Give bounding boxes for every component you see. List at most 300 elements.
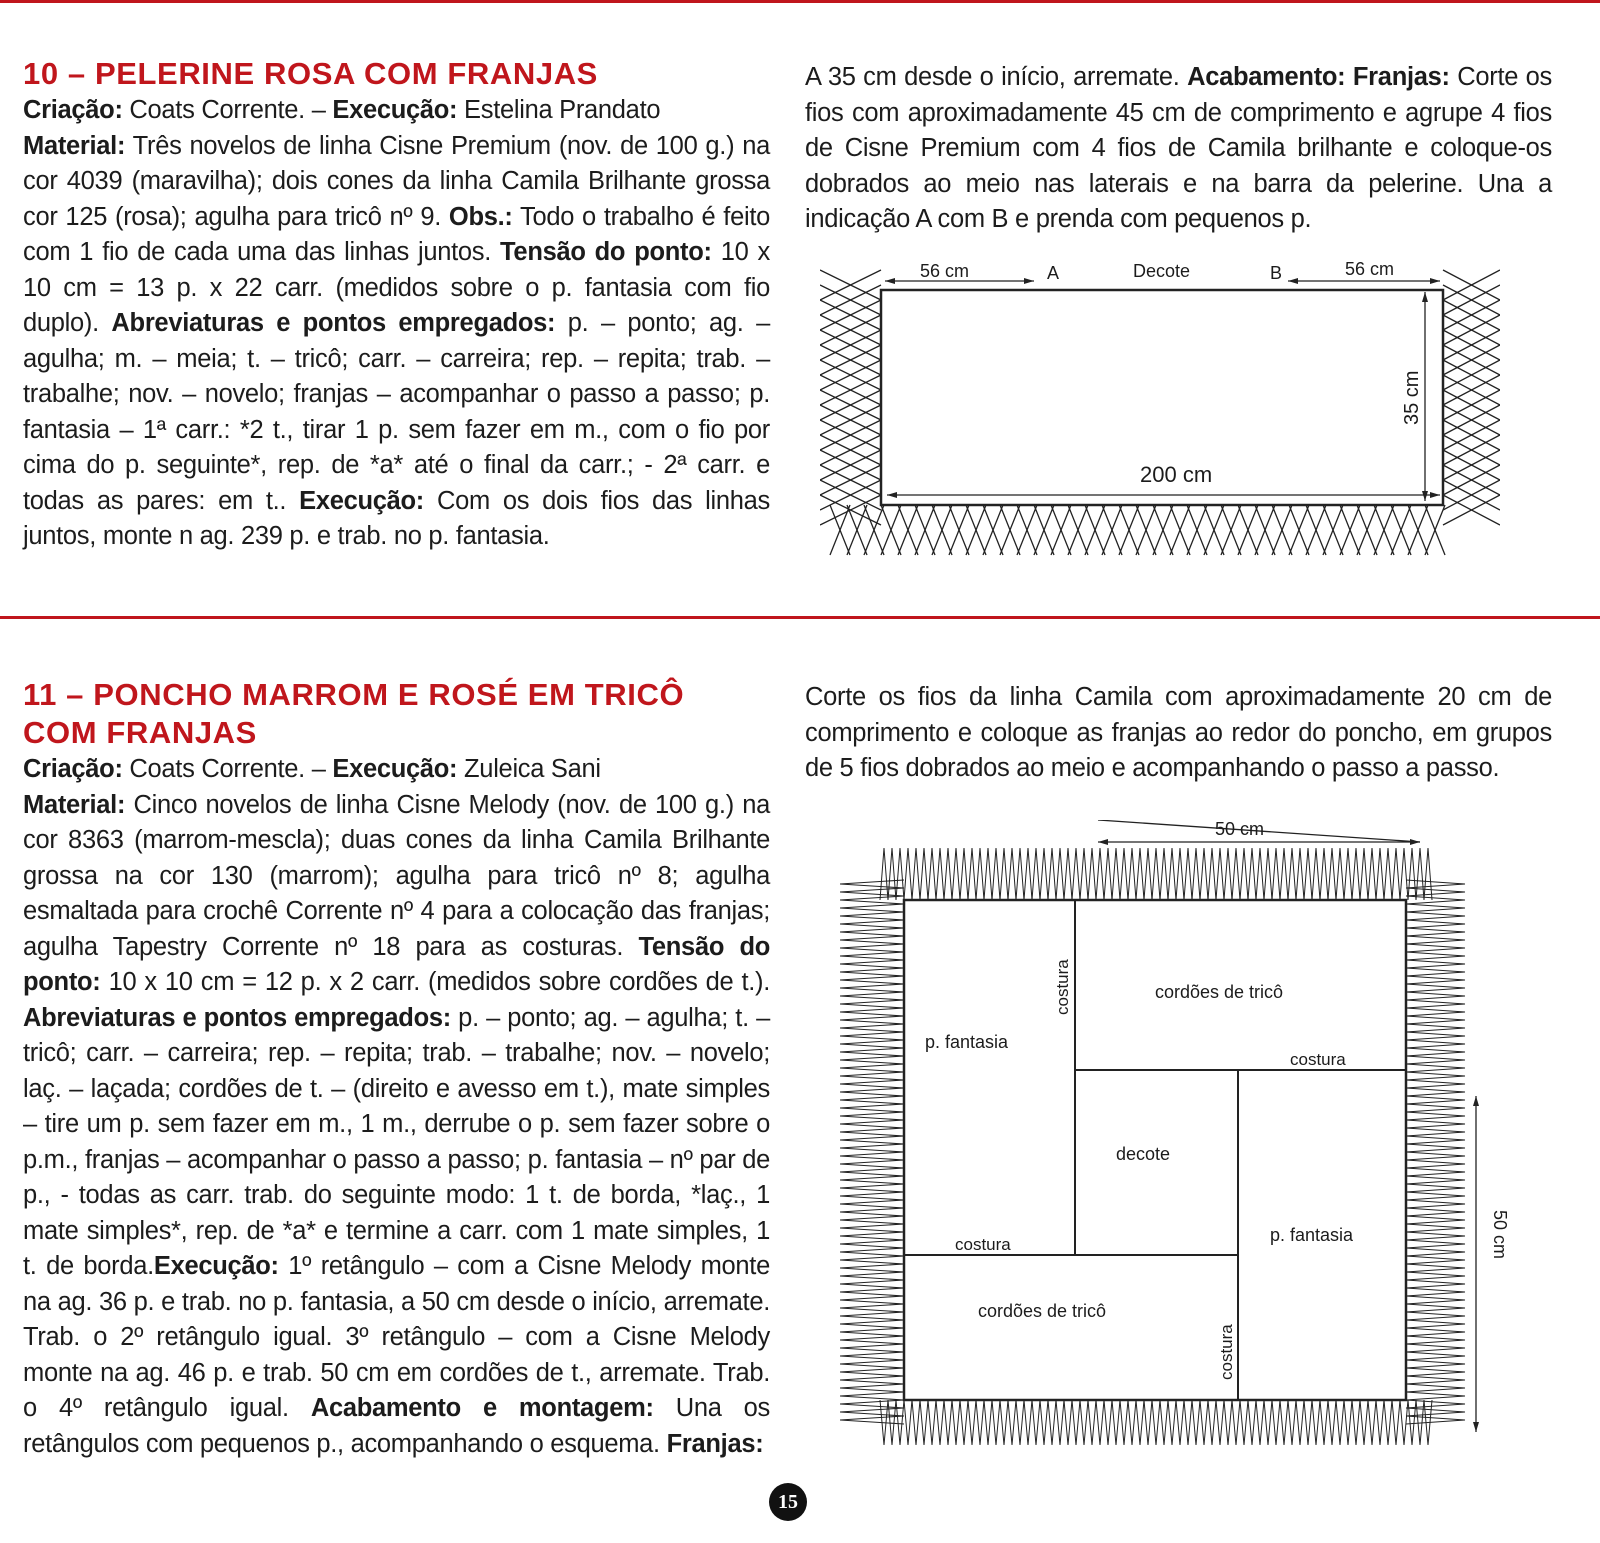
fringe-strand [840, 1016, 904, 1020]
fringe-strand [1176, 848, 1180, 900]
fringe-strand [1406, 1316, 1465, 1320]
fringe-strand [980, 848, 984, 900]
fringe-strand [1084, 1400, 1088, 1445]
fringe-strand [1060, 1400, 1064, 1445]
fringe-strand [1406, 892, 1465, 896]
fringe-strand [972, 1400, 976, 1445]
fringe-strand [1336, 1400, 1340, 1445]
fringe-strand [840, 1088, 904, 1092]
fringe-strand [840, 1024, 904, 1028]
fringe-strand [1406, 1124, 1465, 1128]
fringe-strand [1056, 1400, 1060, 1445]
fringe-strand [840, 1352, 904, 1356]
fringe-strand [1012, 848, 1016, 900]
fringe-strand [1288, 1400, 1292, 1445]
fringe-strand [1406, 1024, 1465, 1028]
fringe-strand [1416, 848, 1420, 900]
fringe-strand [1004, 1400, 1008, 1445]
fringe-strand [1336, 848, 1340, 900]
fringe-strand [920, 848, 924, 900]
fringe-strand [1406, 1360, 1465, 1364]
fringe-strand [1312, 1400, 1316, 1445]
seam-label: costura [955, 1235, 1011, 1254]
fringe-strand [840, 988, 904, 992]
fringe-strand [840, 1404, 904, 1408]
fringe-strand [1406, 1248, 1465, 1252]
fringe-strand [1406, 988, 1465, 992]
seam-label: costura [1217, 1324, 1236, 1380]
fringe-strand [1376, 848, 1380, 900]
fringe-strand [1406, 1064, 1465, 1068]
fringe-strand [1406, 932, 1465, 936]
fringe-strand [1108, 848, 1112, 900]
fringe-strand [1368, 848, 1372, 900]
fringe-strand [924, 1400, 928, 1445]
fringe-strand [840, 1092, 904, 1096]
fringe-strand [1328, 1400, 1332, 1445]
fringe-strand [840, 948, 904, 952]
bold-term: Execução: [153, 1252, 279, 1280]
fringe-strand [1406, 956, 1465, 960]
fringe-strand [1188, 1400, 1192, 1445]
fringe-strand [840, 1296, 904, 1300]
fringe-strand [960, 848, 964, 900]
fringe-strand [840, 1132, 904, 1136]
fringe-strand [1406, 992, 1465, 996]
fringe-strand [1284, 1400, 1288, 1445]
fringe-strand [1236, 1400, 1240, 1445]
fringe-strand [840, 1328, 904, 1332]
fringe-strand [1192, 848, 1196, 900]
fringe-strand [952, 1400, 956, 1445]
fringe-strand [1360, 1400, 1364, 1445]
fringe-strand [840, 940, 904, 944]
fringe-strand [1068, 1400, 1072, 1445]
fringe-strand [1406, 1036, 1465, 1040]
fringe-strand [1406, 1376, 1465, 1380]
fringe-strand [1320, 1400, 1324, 1445]
fringe-strand [1220, 848, 1224, 900]
fringe-strand [840, 1096, 904, 1100]
fringe-strand [840, 904, 904, 908]
fringe-strand [972, 848, 976, 900]
fringe-strand [980, 1400, 984, 1445]
fringe-strand [996, 1400, 1000, 1445]
fringe-strand [1260, 848, 1264, 900]
fringe-strand [1324, 848, 1328, 900]
fringe-strand [840, 984, 904, 988]
arrowhead [1473, 1096, 1479, 1106]
fringe-strand [1112, 848, 1116, 900]
fringe-strand [1000, 1400, 1004, 1445]
fringe-strand [1120, 1400, 1124, 1445]
fringe-strand [840, 1224, 904, 1228]
fringe-strand [840, 1040, 904, 1044]
fringe-strand [1332, 1400, 1336, 1445]
fringe-strand [1388, 1400, 1392, 1445]
fringe-strand [932, 1400, 936, 1445]
fringe-strand [1324, 1400, 1328, 1445]
fringe-strand [1032, 1400, 1036, 1445]
fringe-strand [840, 1196, 904, 1200]
fringe-strand [1406, 1192, 1465, 1196]
fringe-strand [840, 952, 904, 956]
fringe-strand [840, 968, 904, 972]
text-run: 1º retângulo – com a Cisne Melody monte na ag. 36 p. e trab. no p. fantasia, a 50 cm desde o início, arremate. Trab. o 2º retângulo igual. 3º retângulo – com a Cisne Melody monte na ag. 46 p. e trab. 50 cm em cordões de t., arremate. Trab. o 4º retângulo igual. [23, 1252, 770, 1422]
section11-text [23, 676, 770, 1462]
fringe-strand [1406, 1116, 1465, 1120]
fringe-strand [1406, 1032, 1465, 1036]
fringe-strand [1268, 1400, 1272, 1445]
fringe-strand [1088, 1400, 1092, 1445]
fringe-strand [1406, 1364, 1465, 1368]
fringe-strand [1406, 1004, 1465, 1008]
fringe-strand [1406, 1140, 1465, 1144]
seam-label: costura [1053, 959, 1072, 1015]
fringe-strand [840, 1020, 904, 1024]
fringe-strand [840, 1264, 904, 1268]
fringe-strand [840, 1288, 904, 1292]
fringe-strand [840, 1252, 904, 1256]
fringe-strand [1024, 1400, 1028, 1445]
fringe-strand [840, 1080, 904, 1084]
fringe-strand [1028, 848, 1032, 900]
fringe-strand [840, 1232, 904, 1236]
fringe-strand [840, 944, 904, 948]
fringe-strand [1406, 1152, 1465, 1156]
fringe-strand [840, 1192, 904, 1196]
fringe-strand [1406, 900, 1465, 904]
fringe-strand [840, 1376, 904, 1380]
fringe-strand [1264, 1400, 1268, 1445]
fringe-strand [1406, 1072, 1465, 1076]
fringe-strand [1008, 848, 1012, 900]
fringe-strand [840, 1396, 904, 1400]
fringe-strand [1216, 848, 1220, 900]
fringe-strand [1088, 848, 1092, 900]
fringe-strand [1406, 1356, 1465, 1360]
fringe-strand [940, 848, 944, 900]
fringe-strand [840, 888, 904, 892]
fringe-strand [840, 1060, 904, 1064]
bold-term: Material: [23, 131, 126, 160]
fringe-strand [1406, 1156, 1465, 1160]
fringe-strand [840, 1364, 904, 1368]
fringe-strand [1268, 848, 1272, 900]
fringe-strand [1406, 1168, 1465, 1172]
fringe-strand [1406, 1296, 1465, 1300]
fringe-strand [1128, 1400, 1132, 1445]
fringe-strand [928, 848, 932, 900]
fringe-strand [1056, 848, 1060, 900]
fringe-strand [988, 848, 992, 900]
fringe-strand [840, 1084, 904, 1088]
fringe-strand [880, 848, 884, 900]
fringe-strand [1424, 848, 1428, 900]
fringe-strand [1406, 1188, 1465, 1192]
page-number: 15 [769, 1483, 807, 1521]
fringe-strand [1406, 1352, 1465, 1356]
fringe-strand [1368, 1400, 1372, 1445]
fringe-strand [1406, 1308, 1465, 1312]
fringe-strand [1406, 1336, 1465, 1340]
fringe-strand [1044, 1400, 1048, 1445]
fringe-strand [992, 848, 996, 900]
fringe-strand [1240, 848, 1244, 900]
fringe-strand [840, 1124, 904, 1128]
fringe-strand [1406, 924, 1465, 928]
fringe-strand [840, 1320, 904, 1324]
seam-label: costura [1290, 1050, 1346, 1069]
fringe-strand [976, 1400, 980, 1445]
fringe-strand [1406, 1144, 1465, 1148]
fringe-strand [1396, 848, 1400, 900]
fringe-strand [1104, 1400, 1108, 1445]
fringe-strand [840, 1028, 904, 1032]
fringe-strand [840, 1100, 904, 1104]
fringe-strand [1124, 848, 1128, 900]
fringe-strand [1272, 848, 1276, 900]
fringe-strand [1406, 952, 1465, 956]
fringe-strand [992, 1400, 996, 1445]
fringe-strand [1188, 848, 1192, 900]
fringe-strand [1406, 1164, 1465, 1168]
fringe-strand [1406, 1332, 1465, 1336]
fringe-strand [1406, 1304, 1465, 1308]
fringe-strand [1406, 1208, 1465, 1212]
fringe-strand [1406, 1300, 1465, 1304]
fringe-strand [1172, 1400, 1176, 1445]
bold-term: Tensão do ponto: [500, 238, 712, 266]
fringe-strand [1212, 848, 1216, 900]
fringe-strand [1406, 1012, 1465, 1016]
fringe-strand [1406, 1228, 1465, 1232]
fringe-strand [1406, 1048, 1465, 1052]
fringe-strand [912, 1400, 916, 1445]
fringe-strand [840, 1064, 904, 1068]
fringe-strand [1132, 848, 1136, 900]
fringe-strand [1152, 848, 1156, 900]
credit-value: Zuleica Sani [457, 755, 601, 783]
fringe-strand [976, 848, 980, 900]
fringe-strand [1148, 848, 1152, 900]
fringe-strand [1020, 1400, 1024, 1445]
fringe-strand [1406, 1136, 1465, 1140]
fringe-strand [900, 848, 904, 900]
fringe-strand [1012, 1400, 1016, 1445]
fringe-strand [964, 848, 968, 900]
bold-term: Abreviaturas e pontos empregados: [111, 309, 556, 337]
fringe-strand [1406, 1264, 1465, 1268]
fringe-strand [948, 848, 952, 900]
section-divider [0, 616, 1600, 619]
fringe-strand [1200, 848, 1204, 900]
fringe-strand [1380, 1400, 1384, 1445]
fringe-strand [1348, 1400, 1352, 1445]
label-neckline: Decote [1133, 261, 1191, 281]
arrowhead [1473, 1422, 1479, 1432]
fringe-strand [840, 1036, 904, 1040]
fringe-strand [1406, 1272, 1465, 1276]
fringe-strand [1406, 1256, 1465, 1260]
fringe-strand [1292, 1400, 1296, 1445]
fringe-strand [1406, 1112, 1465, 1116]
fringe-strand [1076, 1400, 1080, 1445]
pelerine-diagram [820, 255, 1500, 575]
fringe-strand [1406, 912, 1465, 916]
fringe-bottom [830, 505, 1445, 555]
fringe-strand [1248, 848, 1252, 900]
credit-label: Execução: [332, 96, 458, 124]
fringe-right [1443, 270, 1500, 525]
fringe-strand [1406, 1384, 1465, 1388]
section10-credit [23, 93, 770, 129]
fringe-strand [1096, 848, 1100, 900]
fringe-strand [1052, 1400, 1056, 1445]
fringe-strand [1312, 848, 1316, 900]
fringe-strand [1112, 1400, 1116, 1445]
fringe-strand [1406, 1340, 1465, 1344]
fringe-strand [916, 1400, 920, 1445]
fringe-strand [896, 848, 900, 900]
bold-term: Acabamento: Franjas: [1187, 63, 1450, 91]
fringe-strand [1406, 1244, 1465, 1248]
fringe-strand [840, 1072, 904, 1076]
fringe-strand [840, 1372, 904, 1376]
fringe-strand [1344, 848, 1348, 900]
fringe-strand [1116, 848, 1120, 900]
fringe-strand [928, 1400, 932, 1445]
fringe-strand [1116, 1400, 1120, 1445]
fringe-strand [1316, 848, 1320, 900]
fringe-strand [840, 992, 904, 996]
fringe-strand [1252, 1400, 1256, 1445]
fringe-strand [1284, 848, 1288, 900]
fringe-strand [840, 1356, 904, 1360]
fringe-strand [1400, 848, 1404, 900]
fringe-strand [840, 1408, 904, 1412]
fringe-strand [1406, 1092, 1465, 1096]
fringe-strand [960, 1400, 964, 1445]
fringe-strand [1292, 848, 1296, 900]
text-run: A 35 cm desde o início, arremate. [805, 63, 1188, 91]
fringe-strand [1406, 964, 1465, 968]
text-run: 10 x 10 cm = 12 p. x 2 carr. (medidos sobre cordões de t.). [100, 968, 770, 996]
fringe-strand [840, 1032, 904, 1036]
fringe-strand [892, 1400, 896, 1445]
fringe-strand [840, 1220, 904, 1224]
fringe-strand [1406, 960, 1465, 964]
fringe-strand [840, 980, 904, 984]
fringe-strand [1406, 1284, 1465, 1288]
fringe-strand [1406, 1260, 1465, 1264]
fringe-strand [840, 1180, 904, 1184]
fringe-strand [1406, 1280, 1465, 1284]
fringe-strand [1406, 1080, 1465, 1084]
fringe-strand [1068, 848, 1072, 900]
bold-term: Obs.: [448, 202, 513, 231]
label-a: A [1047, 263, 1060, 283]
fringe-strand [840, 1044, 904, 1048]
fringe-strand [1076, 848, 1080, 900]
fringe-strand [1406, 1056, 1465, 1060]
top-rule [0, 0, 1600, 3]
fringe-strand [840, 1340, 904, 1344]
fringe-strand [1404, 848, 1408, 900]
fringe-strand [1016, 848, 1020, 900]
fringe-strand [840, 1236, 904, 1240]
fringe-strand [840, 912, 904, 916]
fringe-strand [840, 1120, 904, 1124]
fringe-strand [1032, 848, 1036, 900]
fringe-strand [1406, 1172, 1465, 1176]
fringe-strand [840, 1148, 904, 1152]
fringe-strand [1406, 1204, 1465, 1208]
fringe-strand [896, 1400, 900, 1445]
fringe-strand [1276, 1400, 1280, 1445]
measure-side: 50 cm [1490, 1210, 1510, 1260]
fringe-strand [1316, 1400, 1320, 1445]
fringe-strand [1406, 940, 1465, 944]
fringe-strand [1406, 980, 1465, 984]
fringe-strand [1406, 1104, 1465, 1108]
fringe-strand [1136, 848, 1140, 900]
fringe-strand [840, 1144, 904, 1148]
fringe-strand [1406, 996, 1465, 1000]
section11-continuation-text: Corte os fios da linha Camila com aproximadamente 20 cm de comprimento e coloque as franjas ao redor do poncho, em grupos de 5 fios dobrados ao meio e acompanhando o passo a passo. [805, 683, 1552, 782]
fringe-strand [968, 1400, 972, 1445]
section11-credit [23, 752, 770, 788]
fringe-strand [1036, 848, 1040, 900]
fringe-strand [1406, 1128, 1465, 1132]
fringe-strand [936, 1400, 940, 1445]
fringe-strand [1172, 848, 1176, 900]
fringe-strand [1044, 848, 1048, 900]
fringe-strand [840, 1268, 904, 1272]
fringe-strand [1340, 848, 1344, 900]
fringe-strand [840, 1164, 904, 1168]
fringe-strand [1152, 1400, 1156, 1445]
text-run: Todo o trabalho é feito com 1 fio de cada uma das linhas juntos. [23, 202, 770, 266]
fringe-strand [840, 1004, 904, 1008]
fringe-strand [840, 1012, 904, 1016]
fringe-strand [908, 1400, 912, 1445]
fringe-strand [1406, 1372, 1465, 1376]
fringe-strand [1304, 848, 1308, 900]
fringe-strand [1406, 1108, 1465, 1112]
fringe-strand [840, 924, 904, 928]
fringe-strand [840, 1008, 904, 1012]
fringe-strand [900, 1400, 904, 1445]
fringe-strand [840, 1388, 904, 1392]
fringe-strand [1406, 1324, 1465, 1328]
fringe-strand [1406, 1404, 1465, 1408]
fringe-strand [840, 1208, 904, 1212]
fringe-strand [956, 848, 960, 900]
fringe-strand [840, 1168, 904, 1172]
fringe-strand [840, 1112, 904, 1116]
fringe-strand [1052, 848, 1056, 900]
fringe-strand [840, 1212, 904, 1216]
fringe-strand [1406, 1160, 1465, 1164]
fringe-strand [1280, 1400, 1284, 1445]
fringe-strand [1080, 848, 1084, 900]
fringe-strand [840, 1384, 904, 1388]
section10-continuation [805, 60, 1552, 238]
fringe-strand [1108, 1400, 1112, 1445]
fringe-strand [1406, 1068, 1465, 1072]
label-b: B [1270, 263, 1283, 283]
